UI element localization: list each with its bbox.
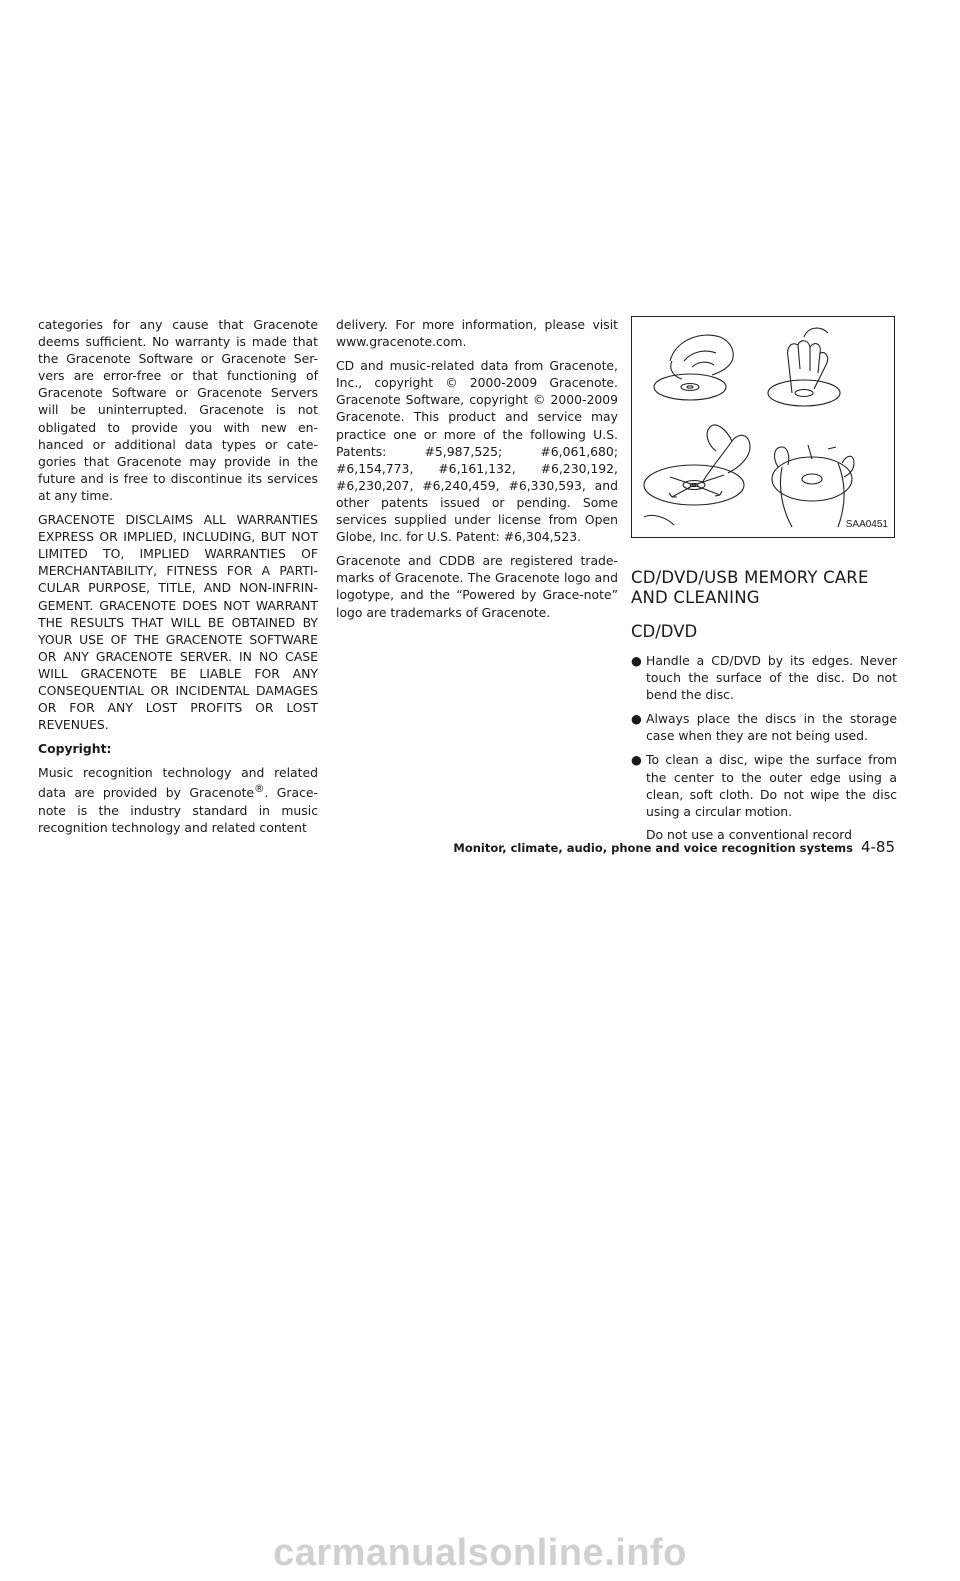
bullet-icon: ● xyxy=(631,752,642,768)
delivery-text: delivery. For more information, please visit www.gracenote.com. xyxy=(336,317,618,350)
disc-illustration-drawing xyxy=(632,317,894,537)
paragraph-warranty-intro: categories for any cause that Gracenote deems sufficient. No warranty is made that the Gracenote Software or Gracenote Ser-vers are error-free or that functioning of Gracenote Software or Gracenote Servers will be uninterrupted. Gracenote is not obligated to provide you with new en-hanced or additional data types or cate-gories that Gracenote may provide in the future and is free to discontinue its services at any time. xyxy=(38,317,318,503)
middle-column xyxy=(336,316,618,628)
paragraph-trademarks: Gracenote and CDDB are registered trade-marks of Gracenote. The Gracenote logo and logotype, and the “Powered by Grace-note” logo are trademarks of Gracenote. xyxy=(336,553,618,620)
list-item xyxy=(631,710,897,744)
footer-section-name: Monitor, climate, audio, phone and voice recognition systems xyxy=(453,841,853,855)
music-recognition-text-b: . Grace-note is the industry standard in music recognition technology and related content xyxy=(38,785,318,835)
page-number: 4-85 xyxy=(860,838,895,856)
site-watermark: carmanualsonline.info xyxy=(273,1532,687,1574)
page-footer xyxy=(453,838,895,856)
disc-handling-illustration xyxy=(631,316,895,538)
left-column xyxy=(38,316,318,843)
paragraph-copyright-patents: CD and music-related data from Gracenote, Inc., copyright © 2000-2009 Gracenote. Gracenote Software, copyright © 2000-2009 Gracenote. This product and service may practice one or more of the following U.S. Patents: #5,987,525; #6,061,680; #6,154,773, #6,161,132, #6,230,192, #6,230,207, #6,240,459, #6,330,593, and other patents issued or pending. Some services supplied under license from Open Globe, Inc. for U.S. Patent: #6,304,523. xyxy=(336,358,618,545)
subsection-heading-cd-dvd: CD/DVD xyxy=(631,622,698,641)
bullet-text-handle: Handle a CD/DVD by its edges. Never touch the surface of the disc. Do not bend the disc. xyxy=(646,653,897,703)
bullet-icon: ● xyxy=(631,711,642,727)
section-heading-care-cleaning: CD/DVD/USB MEMORY CARE AND CLEANING xyxy=(631,568,869,607)
care-instructions-list xyxy=(631,652,897,843)
figure-code: SAA0451 xyxy=(845,518,888,530)
list-item xyxy=(631,652,897,703)
right-column xyxy=(631,316,897,850)
bullet-text-clean: To clean a disc, wipe the surface from the center to the outer edge using a clean, soft cloth. Do not wipe the disc using a circular motion. xyxy=(646,752,897,819)
paragraph-delivery xyxy=(336,316,618,350)
copyright-subheading: Copyright: xyxy=(38,741,112,757)
paragraph-disclaimer: GRACENOTE DISCLAIMS ALL WARRANTIES EXPRESS OR IMPLIED, INCLUDING, BUT NOT LIMITED TO, IMPLIED WARRANTIES OF MERCHANTABILITY, FITNESS FOR A PARTI-CULAR PURPOSE, TITLE, AND NON-INFRIN-GEMENT. GRACENOTE DOES NOT WARRANT THE RESULTS THAT WILL BE OBTAINED BY YOUR USE OF THE GRACENOTE SOFTWARE OR ANY GRACENOTE SERVER. IN NO CASE WILL GRACENOTE BE LIABLE FOR ANY CONSEQUENTIAL OR INCIDENTAL DAMAGES OR FOR ANY LOST PROFITS OR LOST REVENUES. xyxy=(38,512,318,733)
paragraph-music-recognition xyxy=(38,764,318,836)
bullet-icon: ● xyxy=(631,653,642,668)
bullet-continuation: Do not use a conventional record xyxy=(646,826,853,842)
music-recognition-text-a: Music recognition technology and related data are provided by Gracenote xyxy=(38,765,318,801)
list-item xyxy=(631,751,897,842)
bullet-text-storage: Always place the discs in the storage case when they are not being used. xyxy=(646,711,897,744)
registered-mark: ® xyxy=(254,783,265,796)
